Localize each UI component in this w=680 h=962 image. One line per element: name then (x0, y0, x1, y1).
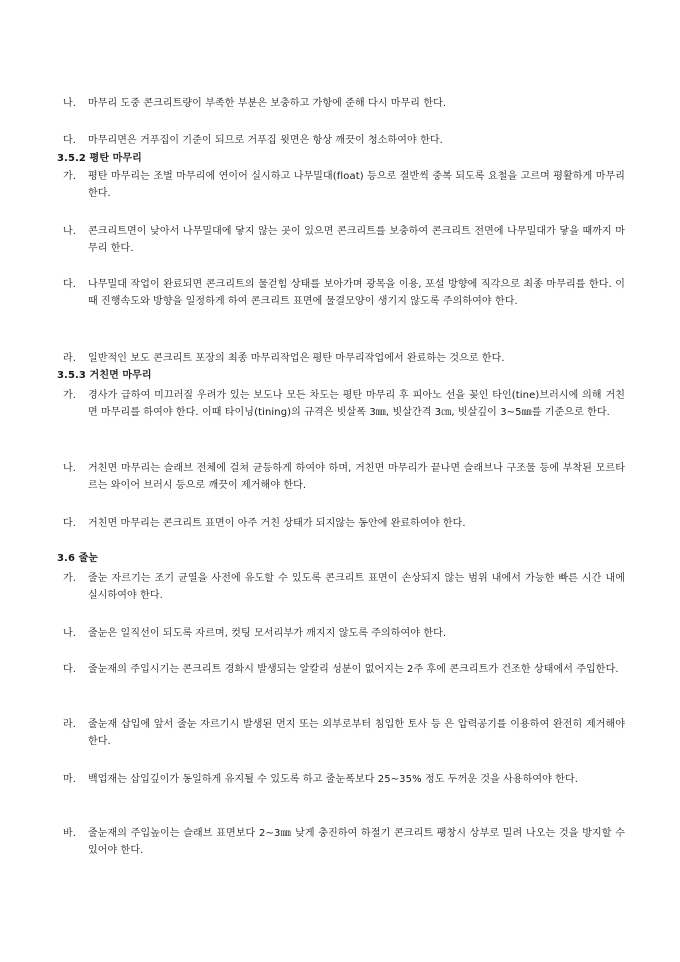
list-item (63, 661, 625, 678)
list-item (63, 350, 625, 367)
item-text: 거친면 마무리는 콘크리트 표면이 아주 거친 상태가 되지않는 동안에 완료하여야 한다. (88, 518, 466, 529)
item-marker: 가. (63, 171, 77, 182)
list-item (63, 95, 625, 112)
item-marker: 나. (63, 463, 77, 474)
item-marker: 나. (63, 98, 77, 109)
item-text: 줄눈 자르기는 조기 균열을 사전에 유도할 수 있도록 콘크리트 표면이 손상되지 않는 범위 내에서 가능한 빠른 시간 내에 실시하여야 한다. (88, 573, 625, 601)
item-text: 줄눈은 일직선이 되도록 자르며, 컷팅 모서리부가 깨지지 않도록 주의하여야 한다. (88, 628, 447, 639)
list-item (63, 132, 625, 149)
list-item (63, 460, 625, 494)
item-text: 줄눈재 삽입에 앞서 줄눈 자르기시 발생된 먼지 또는 외부로부터 침입한 토사 등 은 압력공기를 이용하여 완전히 제거해야 한다. (88, 719, 625, 747)
item-marker: 다. (63, 518, 77, 529)
item-marker: 마. (63, 774, 77, 785)
item-marker: 가. (63, 573, 77, 584)
list-item (63, 625, 625, 642)
item-marker: 다. (63, 135, 77, 146)
list-item (63, 825, 625, 859)
item-marker: 가. (63, 390, 77, 401)
list-item (63, 515, 625, 532)
item-text: 줄눈재의 주입시기는 콘크리트 경화시 발생되는 알칼리 성분이 없어지는 2주 후에 콘크리트가 건조한 상태에서 주입한다. (88, 664, 619, 675)
item-marker: 바. (63, 828, 77, 839)
item-marker: 라. (63, 353, 77, 364)
item-text: 평탄 마무리는 조벌 마무리에 연이어 실시하고 나무밀대(float) 등으로 절반씩 중복 되도록 요철을 고르며 평활하게 마무리한다. (88, 171, 625, 199)
item-text: 경사가 급하여 미끄러질 우려가 있는 보도나 모든 차도는 평탄 마무리 후 피아노 선을 꽂인 타인(tine)브러시에 의해 거친면 마무리를 하여야 한다. 이때 타이닝(tining)의 규격은 빗살폭 3㎜, 빗살간격 3㎝, 빗살깊이 3∼5㎜를 기준으로 한다. (88, 390, 625, 418)
list-item (63, 716, 625, 750)
item-marker: 나. (63, 628, 77, 639)
item-marker: 다. (63, 664, 77, 675)
item-text: 줄눈재의 주입높이는 슬래브 표면보다 2∼3㎜ 낮게 충진하여 하절기 콘크리트 팽창시 상부로 밀려 나오는 것을 방지할 수 있어야 한다. (88, 828, 625, 856)
item-text: 거친면 마무리는 슬래브 전체에 걸쳐 균등하게 하여야 하며, 거친면 마무리가 끝나면 슬래브나 구조물 등에 부착된 모르타르는 와이어 브러시 등으로 깨끗이 제거해야 한다. (88, 463, 625, 491)
list-item (63, 223, 625, 257)
section-heading: 3.5.2 평탄 마무리 (57, 153, 142, 164)
list-item (63, 276, 625, 310)
item-text: 마무리면은 거푸집이 기준이 되므로 거푸집 윗면은 항상 깨끗이 청소하여야 한다. (88, 135, 443, 146)
list-item (63, 387, 625, 421)
section-heading: 3.5.3 거친면 마무리 (57, 370, 152, 381)
item-text: 나무밀대 작업이 완료되면 콘크리트의 물걷힘 상태를 보아가며 광목을 이용, 포설 방향에 직각으로 최종 마무리를 한다. 이때 진행속도와 방향을 일정하게 하여 콘크리트 표면에 물결모양이 생기지 않도록 주의하여야 한다. (88, 279, 625, 307)
item-marker: 라. (63, 719, 77, 730)
item-text: 백업재는 삽입깊이가 동일하게 유지될 수 있도록 하고 줄눈폭보다 25∼35% 정도 두꺼운 것을 사용하여야 한다. (88, 774, 578, 785)
section-heading: 3.6 줄눈 (57, 553, 99, 564)
item-marker: 나. (63, 226, 77, 237)
item-text: 일반적인 보도 콘크리트 포장의 최종 마무리작업은 평탄 마무리작업에서 완료하는 것으로 한다. (88, 353, 505, 364)
item-text: 마무리 도중 콘크리트량이 부족한 부분은 보충하고 가항에 준해 다시 마무리 한다. (88, 98, 447, 109)
item-marker: 다. (63, 279, 77, 290)
list-item (63, 570, 625, 604)
list-item (63, 168, 625, 202)
list-item (63, 771, 625, 788)
item-text: 콘크리트면이 낮아서 나무밀대에 닿지 않는 곳이 있으면 콘크리트를 보충하여 콘크리트 전면에 나무밀대가 닿을 때까지 마무리 한다. (88, 226, 625, 254)
